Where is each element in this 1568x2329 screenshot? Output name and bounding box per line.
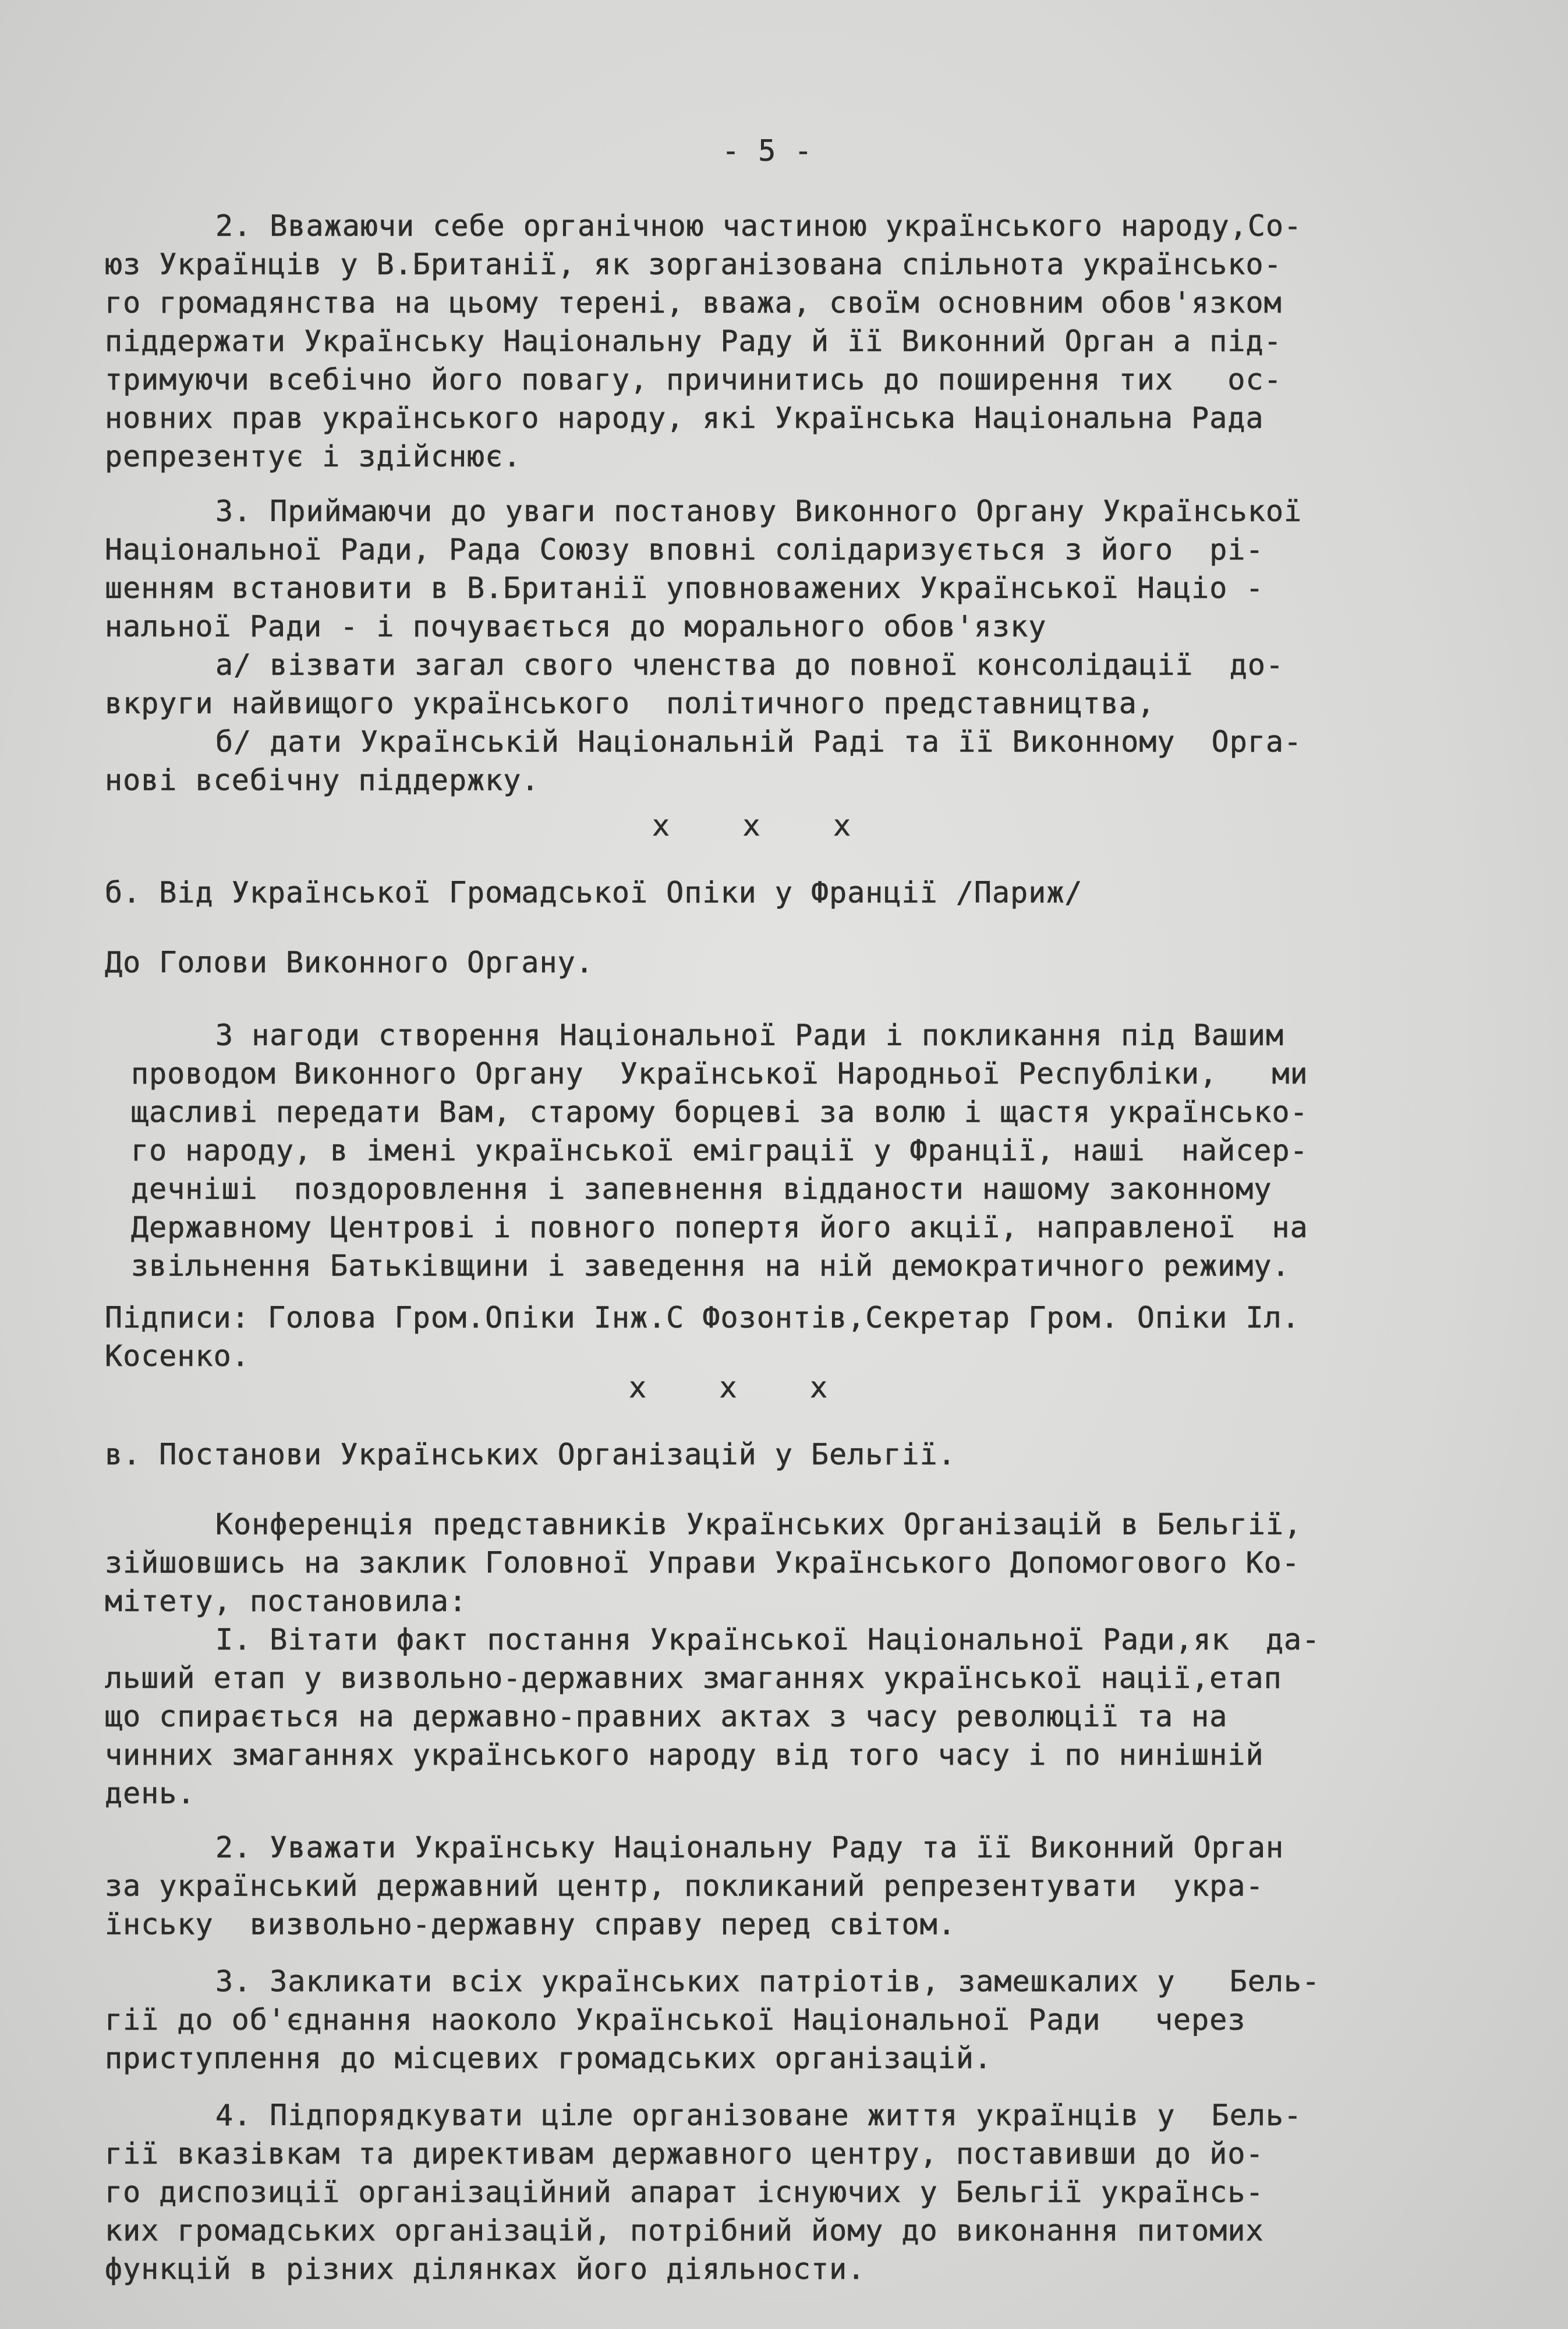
section-heading: в. Постанови Українських Організацій у Бельгії. [105,1438,956,1471]
separator: x x x [629,1371,829,1404]
text-line: функцій в різних ділянках його діяльности. [105,2252,866,2286]
text-line: Національної Ради, Рада Союзу вповні солідаризується з його рі- [105,533,1264,567]
text-line: юз Українців у В.Британії, як зорганізована спільнота українсько- [105,247,1282,281]
section-heading: б. Від Української Громадської Опіки у Франції /Париж/ [105,876,1083,909]
text-line: день. [105,1776,196,1810]
text-line: а/ візвати загал свого членства до повної консолідації до- [215,648,1284,682]
text-line: шенням встановити в В.Британії уповноважених Української Націо - [105,571,1264,605]
text-line: 2. Уважати Українську Національну Раду та її Виконний Орган [215,1831,1284,1864]
text-line: за український державний центр, покликаний репрезентувати укра- [105,1869,1264,1903]
text-line: нальної Ради - і почувається до морального обов'язку [105,610,1047,643]
text-line: тримуючи всебічно його повагу, причинитись до поширення тих ос- [105,363,1282,397]
signatures-line: Косенко. [105,1339,250,1373]
text-line: звільнення Батьківщини і заведення на ній демократичного режиму. [131,1249,1290,1283]
text-line: 3. Приймаючи до уваги постанову Виконного Органу Української [215,494,1302,528]
text-line: мітету, постановила: [105,1584,468,1618]
text-line: льший етап у визвольно-державних змаганнях української нації,етап [105,1661,1282,1695]
text-line: 4. Підпорядкувати ціле організоване життя українців у Бель- [215,2098,1302,2132]
separator: x x x [652,809,852,843]
address-line: До Голови Виконного Органу. [105,946,594,979]
text-line: го диспозиції організаційний апарат існуючих у Бельгії українсь- [105,2175,1264,2209]
text-line: що спирається на державно-правних актах з часу революції та на [105,1700,1228,1733]
text-line: гії вказівкам та директивам державного центру, поставивши до йо- [105,2137,1264,2171]
text-line: гії до об'єднання наоколо Української Національної Ради через [105,2003,1246,2037]
page-number: - 5 - [722,134,813,168]
text-line: чинних змаганнях українського народу від того часу і по нинішній [105,1738,1264,1772]
text-line: ких громадських організацій, потрібний йому до виконання питомих [105,2214,1264,2247]
signatures-line: Підписи: Голова Гром.Опіки Інж.С Фозонтів,Секретар Гром. Опіки Іл. [105,1301,1300,1335]
text-line: Конференція представників Українських Організацій в Бельгії, [215,1507,1302,1541]
text-line: щасливі передати Вам, старому борцеві за волю і щастя українсько- [131,1095,1308,1129]
text-line: репрезентує і здійснює. [105,440,522,473]
text-line: новних прав українського народу, які Українська Національна Рада [105,401,1264,435]
text-line: приступлення до місцевих громадських організацій. [105,2041,993,2075]
text-line: проводом Виконного Органу Української Народньої Республіки, ми [131,1057,1308,1091]
text-line: зійшовшись на заклик Головної Управи Українського Допомогового Ко- [105,1546,1300,1580]
text-line: їнську визвольно-державну справу перед світом. [105,1907,956,1941]
text-line: го громадянства на цьому терені, вважа, своїм основним обов'язком [105,286,1282,320]
text-line: нові всебічну піддержку. [105,763,540,797]
text-line: Державному Центрові і повного попертя його акції, направленої на [131,1210,1308,1244]
text-line: го народу, в імені української еміграції у Франції, наші найсер- [131,1134,1308,1167]
text-line: піддержати Українську Національну Раду й її Виконний Орган а під- [105,324,1282,358]
text-line: 3. Закликати всіх українських патріотів, замешкалих у Бель- [215,1965,1321,1998]
text-line: вкруги найвищого українського політичного представництва, [105,686,1155,720]
text-line: б/ дати Українській Національній Раді та її Виконному Орга- [215,725,1302,759]
text-line: дечніші поздоровлення і запевнення відданости нашому законному [131,1172,1272,1206]
text-line: 2. Вважаючи себе органічною частиною українського народу,Со- [215,209,1302,243]
text-line: З нагоди створення Національної Ради і покликання під Вашим [215,1018,1284,1052]
text-line: І. Вітати факт постання Української Національної Ради,як да- [215,1623,1321,1657]
